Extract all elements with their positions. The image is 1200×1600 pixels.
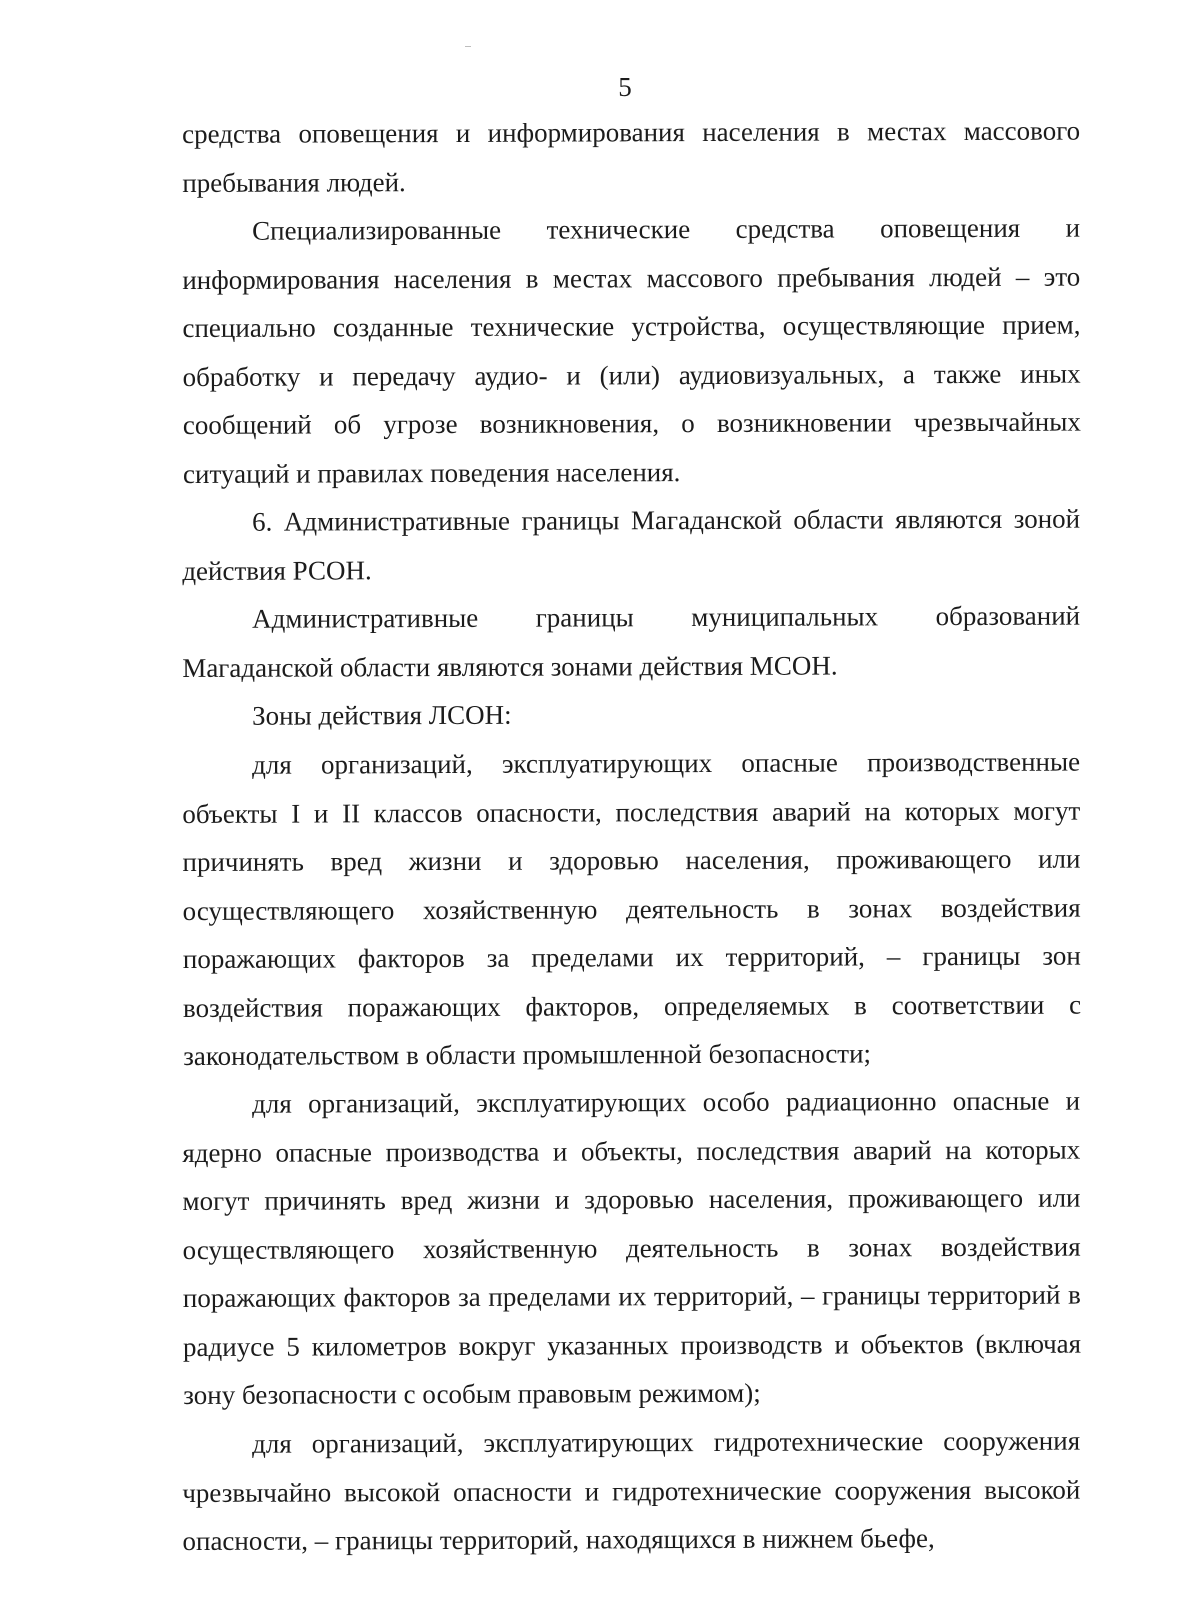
document-body: [182, 110, 1080, 1565]
paragraph-5: Зоны действия ЛСОН:: [252, 699, 512, 731]
paragraph-8: для организаций, эксплуатирующих гидротехнические сооружения чрезвычайно высокой опасности и гидротехнические сооружения высокой опасности, – границы территорий, находящихся в нижнем бьефе,: [182, 1425, 1081, 1556]
paragraph-4: Административные границы муниципальных образований Магаданской области являются зонами действия МСОН.: [182, 600, 1081, 683]
scan-artifact: [465, 46, 471, 47]
paragraph-6: для организаций, эксплуатирующих опасные производственные объекты I и II классов опасности, последствия аварий на которых могут причинять вред жизни и здоровью населения, проживающего или осуществляющего хозяйственную деятельность в зонах воздействия поражающих факторов за пределами их территорий, – границы зон воздействия поражающих факторов, определяемых в соответствии с законодательством в области промышленной безопасности;: [182, 746, 1082, 1071]
paragraph-3: 6. Административные границы Магаданской области являются зоной действия РСОН.: [182, 503, 1081, 586]
paragraph-7: для организаций, эксплуатирующих особо радиационно опасные и ядерно опасные производства и объекты, последствия аварий на которых могут причинять вред жизни и здоровью населения, проживающего или осуществляющего хозяйственную деятельность в зонах воздействия поражающих факторов за пределами их территорий, – границы территорий в радиусе 5 километров вокруг указанных производств и объектов (включая зону безопасности с особым правовым режимом);: [182, 1085, 1082, 1410]
paragraph-2: Специализированные технические средства оповещения и информирования населения в местах массового пребывания людей – это специально созданные технические устройства, осуществляющие прием, обработку и передачу аудио- и (или) аудиовизуальных, а также иных сообщений об угрозе возникновения, о возникновении чрезвычайных ситуаций и правилах поведения населения.: [182, 212, 1081, 489]
paragraph-1: средства оповещения и информирования населения в местах массового пребывания людей.: [182, 115, 1081, 198]
page-number: 5: [618, 72, 632, 102]
